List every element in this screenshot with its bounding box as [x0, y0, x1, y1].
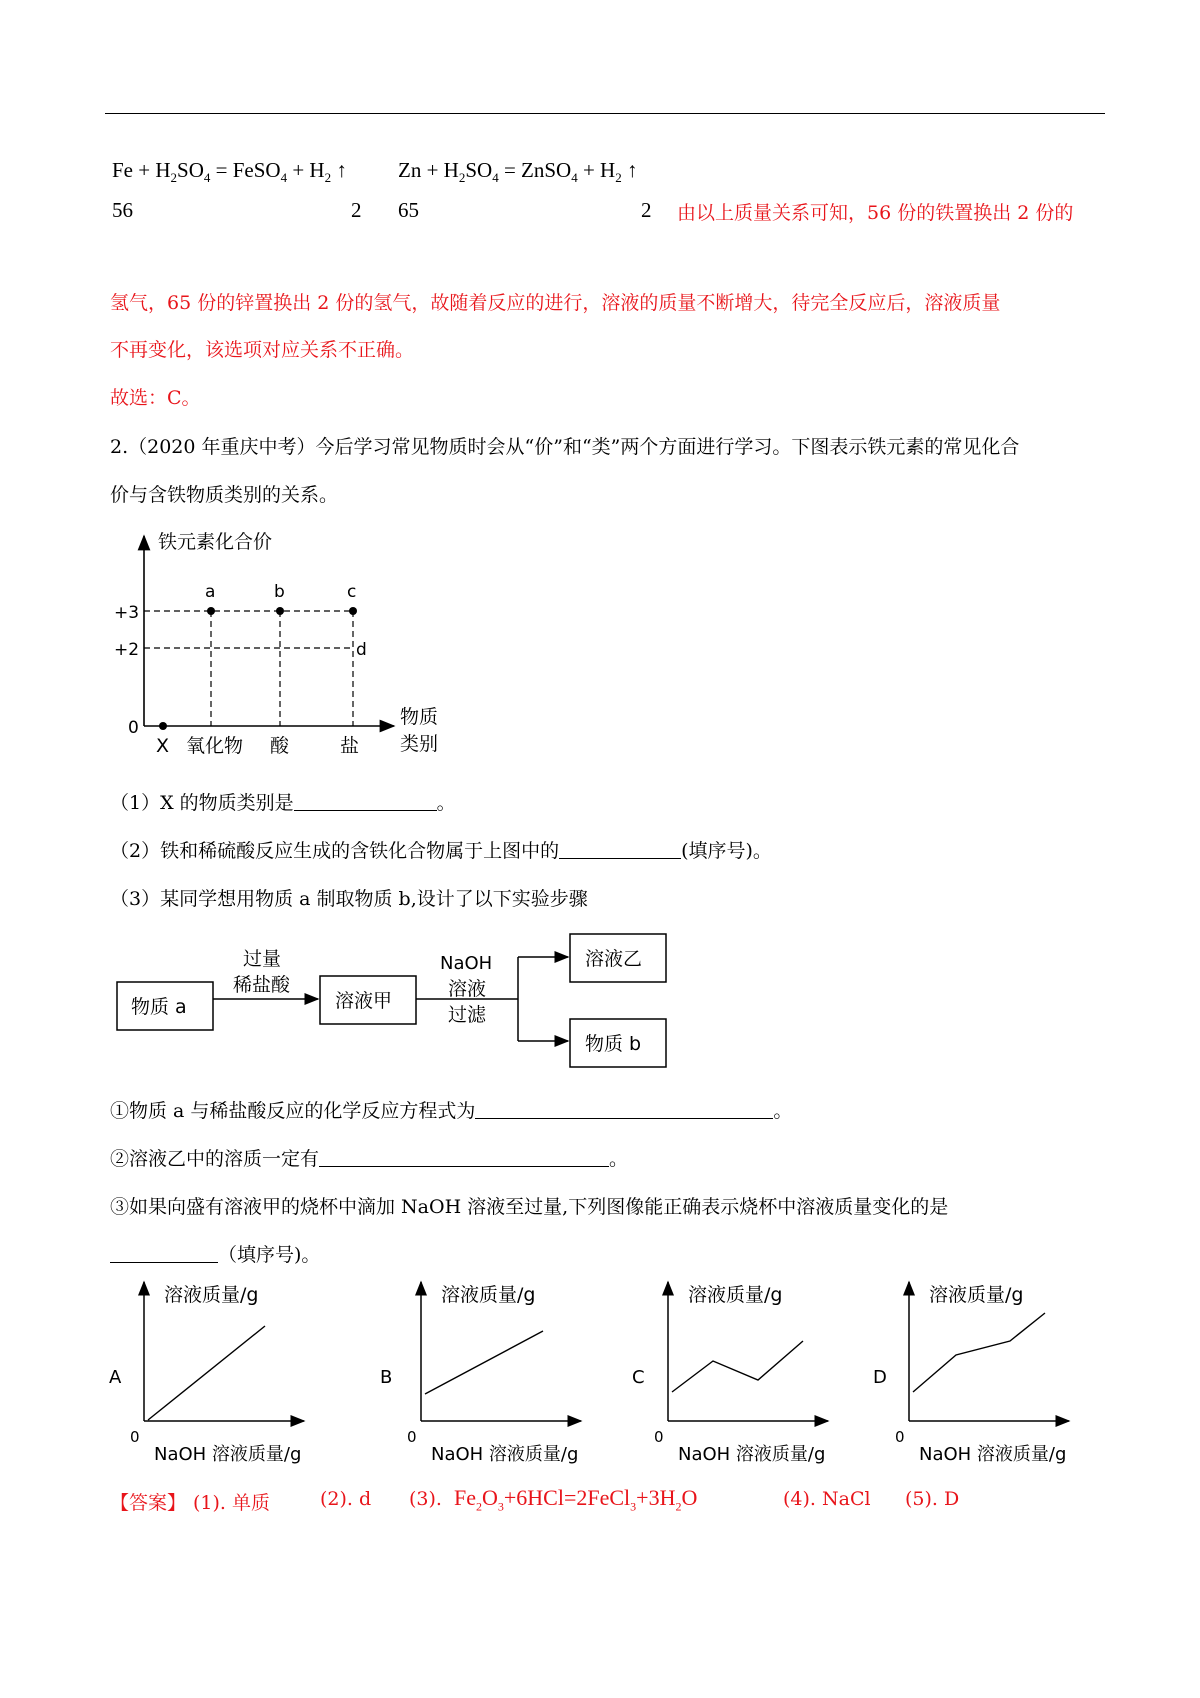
option-letter-d: D [873, 1367, 887, 1388]
graph-y-label: 溶液质量/g [164, 1284, 259, 1306]
eq-sub: 4 [571, 170, 578, 186]
eq-sub: 4 [492, 170, 499, 186]
box-solution-yi-label: 溶液乙 [585, 948, 643, 970]
q2-step1 [110, 1096, 792, 1123]
graph-y-label: 溶液质量/g [441, 1284, 536, 1306]
answer-1: (1). 单质 [193, 1492, 270, 1514]
box-substance-b-label: 物质 b [585, 1033, 642, 1055]
answer-2: (2). d [320, 1488, 372, 1510]
graph-origin: 0 [130, 1428, 140, 1446]
ans-eq-text: +6HCl=2FeCl [503, 1485, 631, 1510]
q2-part3: （3）某同学想用物质 a 制取物质 b,设计了以下实验步骤 [110, 888, 588, 910]
box-substance-a-label: 物质 a [131, 996, 187, 1018]
explanation-answer: 故选：C。 [110, 387, 201, 409]
eq-sub: 4 [203, 170, 211, 186]
valence-chart [110, 525, 470, 765]
label-a: a [205, 582, 216, 602]
eq-text: = ZnSO [498, 158, 572, 182]
answer-blank-5[interactable] [110, 1244, 218, 1263]
graph-curve [913, 1313, 1045, 1392]
graph-origin: 0 [654, 1428, 664, 1446]
eq-text: SO [465, 158, 493, 182]
zn-equation [398, 158, 637, 186]
fe-equation [112, 158, 347, 186]
option-letter-b: B [380, 1367, 393, 1388]
q2-part2 [110, 836, 772, 863]
x-axis-title-2: 类别 [400, 733, 439, 755]
x-tick-salt: 盐 [340, 735, 360, 757]
x-tick-x: X [156, 735, 170, 757]
q2-step2-end: 。 [609, 1148, 629, 1170]
reagent-solution: 溶液 [448, 978, 487, 1000]
graph-origin: 0 [407, 1428, 417, 1446]
answer-blank-3[interactable] [475, 1100, 773, 1119]
mass-fe: 56 [112, 198, 133, 222]
mass-h2-a: 2 [351, 198, 362, 222]
reagent-excess: 过量 [243, 948, 282, 970]
eq-text: Zn + H [398, 158, 459, 182]
q2-part2-end: (填序号)。 [681, 840, 772, 862]
q2-step1-text: ①物质 a 与稀盐酸反应的化学反应方程式为 [110, 1100, 476, 1122]
option-letter-a: A [109, 1367, 122, 1388]
answer-4: (4). NaCl [783, 1488, 871, 1510]
q2-step3-answer [110, 1240, 320, 1267]
reagent-filter: 过滤 [448, 1004, 487, 1026]
mass-h2-b: 2 [641, 198, 652, 222]
process-flow-diagram [110, 920, 680, 1080]
label-d: d [356, 640, 367, 660]
mass-zn: 65 [398, 198, 419, 222]
reagent-dilute-hcl: 稀盐酸 [233, 974, 291, 996]
point-b [276, 607, 284, 615]
answer-head: 【答案】 [110, 1492, 187, 1514]
answer-blank-2[interactable] [559, 840, 681, 859]
graph-x-label: NaOH 溶液质量/g [919, 1444, 1067, 1465]
ans-eq-text: Fe [454, 1485, 476, 1510]
point-x [159, 722, 167, 730]
q2-part2-text: （2）铁和稀硫酸反应生成的含铁化合物属于上图中的 [110, 840, 560, 862]
graph-curve [672, 1341, 803, 1392]
q2-part1-end: 。 [436, 792, 456, 814]
q2-part1 [110, 788, 456, 815]
q2-intro-line1: 2.（2020 年重庆中考）今后学习常见物质时会从“价”和“类”两个方面进行学习。下图表示铁元素的常见化合 [110, 436, 1020, 458]
ans-eq-text: +3H [636, 1485, 676, 1510]
graph-curve [425, 1331, 543, 1394]
option-letter-c: C [632, 1367, 645, 1388]
point-a [207, 607, 215, 615]
eq-sub: 2 [324, 170, 332, 186]
box-solution-jia-label: 溶液甲 [335, 990, 393, 1012]
eq-text: + H [577, 158, 616, 182]
x-tick-acid: 酸 [270, 735, 290, 757]
label-b: b [274, 582, 285, 602]
q2-step2-text: ②溶液乙中的溶质一定有 [110, 1148, 320, 1170]
y-tick-zero: 0 [128, 718, 139, 738]
answer-5: (5). D [905, 1488, 960, 1510]
graph-origin: 0 [895, 1428, 905, 1446]
ans-eq-text: O [482, 1485, 498, 1510]
explanation-line1: 由以上质量关系可知，56 份的铁置换出 2 份的 [677, 202, 1074, 224]
y-tick-plus2: +2 [114, 640, 140, 660]
reagent-naoh: NaOH [440, 953, 493, 974]
y-axis-title: 铁元素化合价 [158, 531, 273, 553]
q2-step3-end: （填序号)。 [218, 1244, 321, 1266]
ans-eq-sub: 2 [675, 1499, 682, 1514]
eq-text: SO [177, 158, 204, 182]
q2-step3: ③如果向盛有溶液甲的烧杯中滴加 NaOH 溶液至过量,下列图像能正确表示烧杯中溶液质量变化的是 [110, 1196, 949, 1218]
answer-blank-4[interactable] [319, 1148, 609, 1167]
explanation-line3: 不再变化，该选项对应关系不正确。 [110, 339, 415, 361]
eq-sub: 2 [458, 170, 466, 186]
label-c: c [347, 582, 357, 602]
graphs-group [109, 1282, 1069, 1465]
answer-blank-1[interactable] [294, 792, 437, 811]
graph-x-label: NaOH 溶液质量/g [678, 1444, 826, 1465]
graph-x-label: NaOH 溶液质量/g [431, 1444, 579, 1465]
q2-step1-end: 。 [773, 1100, 793, 1122]
eq-sub: 2 [170, 170, 178, 186]
eq-sub: 4 [280, 170, 288, 186]
ans-eq-sub: 2 [476, 1499, 482, 1514]
eq-text: Fe + H [112, 158, 171, 182]
answer-3-equation [454, 1485, 697, 1514]
x-axis-title-1: 物质 [400, 706, 439, 728]
answer-3-label: (3). [409, 1488, 442, 1510]
graph-y-label: 溶液质量/g [688, 1284, 783, 1306]
y-tick-plus3: +3 [114, 603, 140, 623]
eq-text: = FeSO [210, 158, 281, 182]
eq-text: + H [287, 158, 325, 182]
q2-intro-line2: 价与含铁物质类别的关系。 [110, 484, 339, 506]
graph-curve [148, 1326, 265, 1420]
eq-arrow: ↑ [331, 158, 347, 182]
ans-eq-sub: 3 [497, 1499, 504, 1514]
ans-eq-text: O [681, 1485, 698, 1510]
explanation-line2: 氢气，65 份的锌置换出 2 份的氢气，故随着反应的进行，溶液的质量不断增大，待完全反应后，溶液质量 [110, 292, 1001, 314]
header-rule [105, 113, 1105, 114]
q2-step2 [110, 1144, 628, 1171]
ans-eq-sub: 3 [630, 1499, 637, 1514]
x-tick-oxide: 氧化物 [186, 735, 244, 757]
option-graphs [105, 1270, 1095, 1475]
eq-sub: 2 [615, 170, 622, 186]
eq-arrow: ↑ [621, 158, 638, 182]
point-c [349, 607, 357, 615]
graph-y-label: 溶液质量/g [929, 1284, 1024, 1306]
graph-x-label: NaOH 溶液质量/g [154, 1444, 302, 1465]
q2-part1-text: （1）X 的物质类别是 [110, 792, 294, 814]
